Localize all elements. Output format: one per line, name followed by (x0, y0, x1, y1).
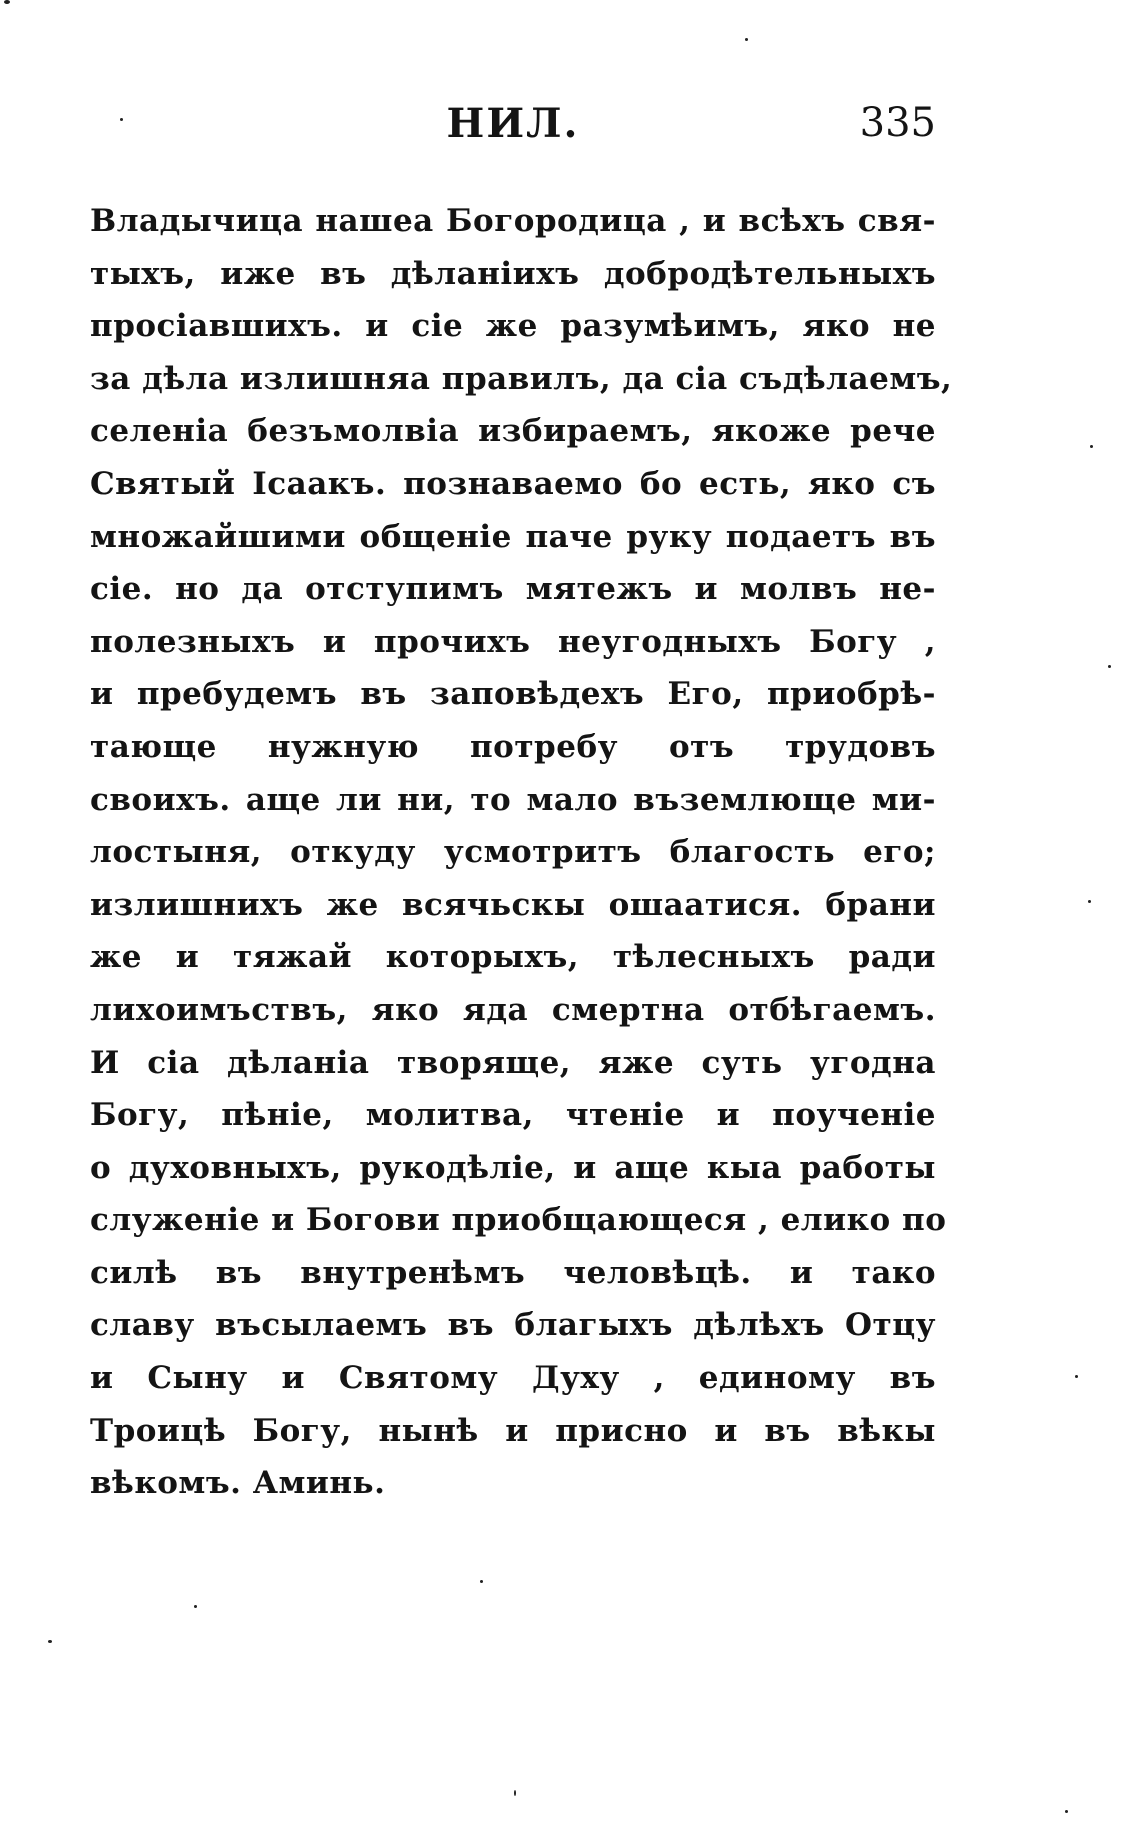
text-line: же и тяжай которыхъ, тѣлесныхъ ради (90, 939, 936, 976)
page-number: 335 (859, 100, 936, 146)
running-title: НИЛ. (446, 100, 580, 147)
text-line: просіавшихъ. и сіе же разумѣимъ, яко не (90, 308, 936, 345)
text-line: славу въсылаемъ въ благыхъ дѣлѣхъ Отцу (90, 1307, 936, 1344)
text-line: тыхъ, иже въ дѣланіихъ добродѣтельныхъ (90, 255, 936, 292)
text-line: излишнихъ же всячьскы ошаатися. брани (90, 886, 936, 923)
scan-speck (1108, 665, 1111, 668)
scan-speck (1075, 1375, 1078, 1378)
text-line: и Сыну и Святому Духу , единому въ (90, 1360, 936, 1397)
text-line: вѣкомъ. Аминь. (90, 1465, 386, 1502)
scan-speck (1065, 1810, 1068, 1813)
text-line: о духовныхъ, рукодѣліе, и аще кыа работы (90, 1149, 936, 1186)
text-line: Троицѣ Богу, нынѣ и присно и въ вѣкы (90, 1412, 936, 1449)
text-line: своихъ. аще ли ни, то мало въземлюще ми- (90, 781, 936, 818)
running-head (90, 100, 936, 160)
scan-speck (4, 0, 10, 4)
scan-speck (745, 38, 748, 41)
scan-speck (120, 118, 123, 121)
scan-speck (48, 1640, 52, 1643)
text-line: селеніа безъмолвіа избираемъ, якоже рече (90, 413, 936, 450)
text-line: Богу, пѣніе, молитва, чтеніе и поученіе (90, 1097, 936, 1134)
scan-speck (514, 1790, 516, 1796)
text-line: Святый Iсаакъ. познаваемо бо есть, яко съ (90, 465, 936, 502)
scan-speck (194, 1605, 197, 1608)
text-line: и пребудемъ въ заповѣдехъ Его, приобрѣ- (90, 676, 936, 713)
scan-speck (1088, 900, 1091, 903)
text-line: множайшими общеніе паче руку подаетъ въ (90, 518, 936, 555)
text-line: тающе нужную потребу отъ трудовъ (90, 728, 936, 765)
text-line: Владычица нашеа Богородица , и всѣхъ свя- (90, 203, 936, 239)
scan-speck (1090, 445, 1093, 448)
text-line: сіе. но да отступимъ мятежъ и молвъ не- (90, 571, 936, 608)
text-line: лостыня, откуду усмотритъ благость его; (90, 834, 936, 871)
text-line: служеніе и Богови приобщающеся , елико по (90, 1202, 947, 1239)
text-line: И сіа дѣланіа творяще, яже суть угодна (90, 1044, 936, 1081)
text-line: лихоимъствъ, яко яда смертна отбѣгаемъ. (90, 991, 936, 1028)
body-text (90, 195, 953, 1510)
text-line: за дѣла излишняа правилъ, да сіа съдѣлаемъ, (90, 360, 953, 397)
text-line: силѣ въ внутренѣмъ человѣцѣ. и тако (90, 1254, 936, 1291)
text-line: полезныхъ и прочихъ неугодныхъ Богу , (90, 623, 936, 660)
scan-speck (480, 1580, 483, 1583)
